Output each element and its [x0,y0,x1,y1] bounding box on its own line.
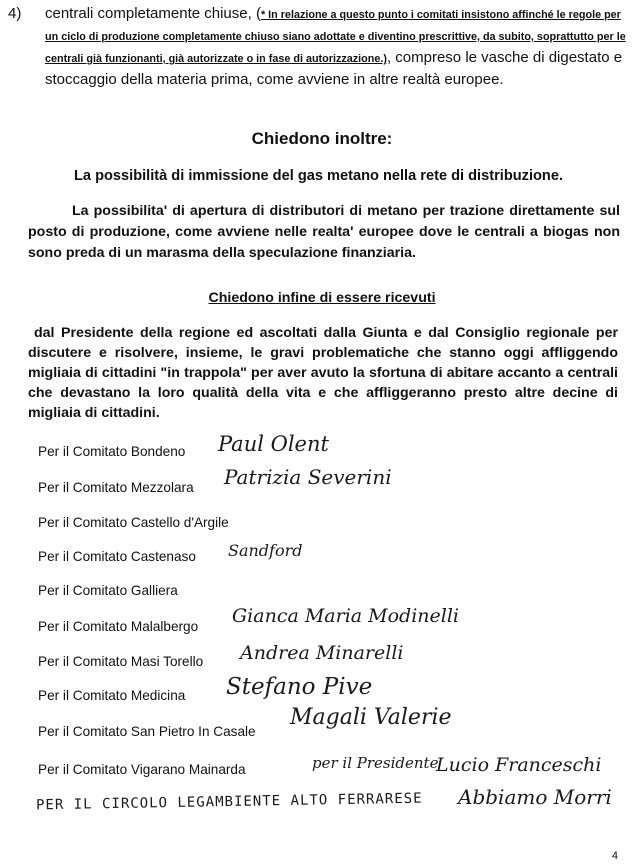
paragraph-richiesta: dal Presidente della regione ed ascoltati dalla Giunta e dal Consiglio regionale per discutere e risolvere, insieme, le gravi problematiche che stanno oggi affliggendo migliaia di cittadini "in trappola" per aver avuto la sfortuna di abitare accanto a centrali che devastano la loro qualità della vita e che affliggeranno presto altre decine di migliaia di cittadini. [28,325,618,421]
signatory-galliera: Per il Comitato Galliera [38,583,178,598]
signature-bondeno: Paul Olent [218,432,329,456]
paragraph-metano-rete: La possibilità di immissione del gas metano nella rete di distribuzione. [74,168,563,184]
signatory-castello-d-argile: Per il Comitato Castello d'Argile [38,515,229,530]
handwritten-legambiente-line: PER IL CIRCOLO LEGAMBIENTE ALTO FERRARESE [35,790,423,814]
signature-legambiente: Abbiamo Morri [458,785,612,809]
signature-extra: Lucio Franceschi [436,754,602,776]
item-number: 4) [8,5,22,22]
item-4-tail: , compreso le vasche di digestato e stoccaggio della materia prima, come avviene in altre realtà europee. [45,49,623,88]
signatory-bondeno: Per il Comitato Bondeno [38,444,186,459]
paragraph-distributori: La possibilita' di apertura di distributori di metano per trazione direttamente sul posto di produzione, come avviene nelle realta' europee dove le centrali a biogas non sono preda di un marasma della speculazione finanziaria. [28,203,620,261]
item-4-note: * In relazione a questo punto i comitati insistono affinché le regole per un ciclo di produzione completamente chiuso siano adottate e diventino prescrittive, da subito, soprattutto per le centrali già funzionanti, già autorizzate o in fase di autorizzazione.) [45,9,626,65]
signature-mezzolara: Patrizia Severini [224,465,392,489]
item-4-lead: centrali completamente chiuse, ( [45,5,261,22]
signatory-castenaso: Per il Comitato Castenaso [38,549,196,564]
signatory-san-pietro-in-casale: Per il Comitato San Pietro In Casale [38,724,256,739]
heading-ricevuti: Chiedono infine di essere ricevuti [208,290,436,306]
signature-masi-torello: Andrea Minarelli [240,642,404,664]
list-item-4 [8,3,633,91]
signatory-masi-torello: Per il Comitato Masi Torello [38,654,204,669]
signatory-medicina: Per il Comitato Medicina [38,688,186,703]
signatory-mezzolara: Per il Comitato Mezzolara [38,480,194,495]
heading-chiedono-inoltre: Chiedono inoltre: [251,129,393,148]
item-4-text [45,3,633,91]
signature-san-pietro: Magali Valerie [290,705,452,730]
signature-medicina: Stefano Pive [226,674,373,700]
signature-malalbergo: Gianca Maria Modinelli [232,605,459,627]
signature-castenaso: Sandford [228,541,303,560]
signatory-malalbergo: Per il Comitato Malalbergo [38,619,199,634]
signatory-vigarano-mainarda: Per il Comitato Vigarano Mainarda [38,762,246,777]
page-number: 4 [611,850,618,862]
signature-vigarano: per il Presidente [312,754,439,772]
